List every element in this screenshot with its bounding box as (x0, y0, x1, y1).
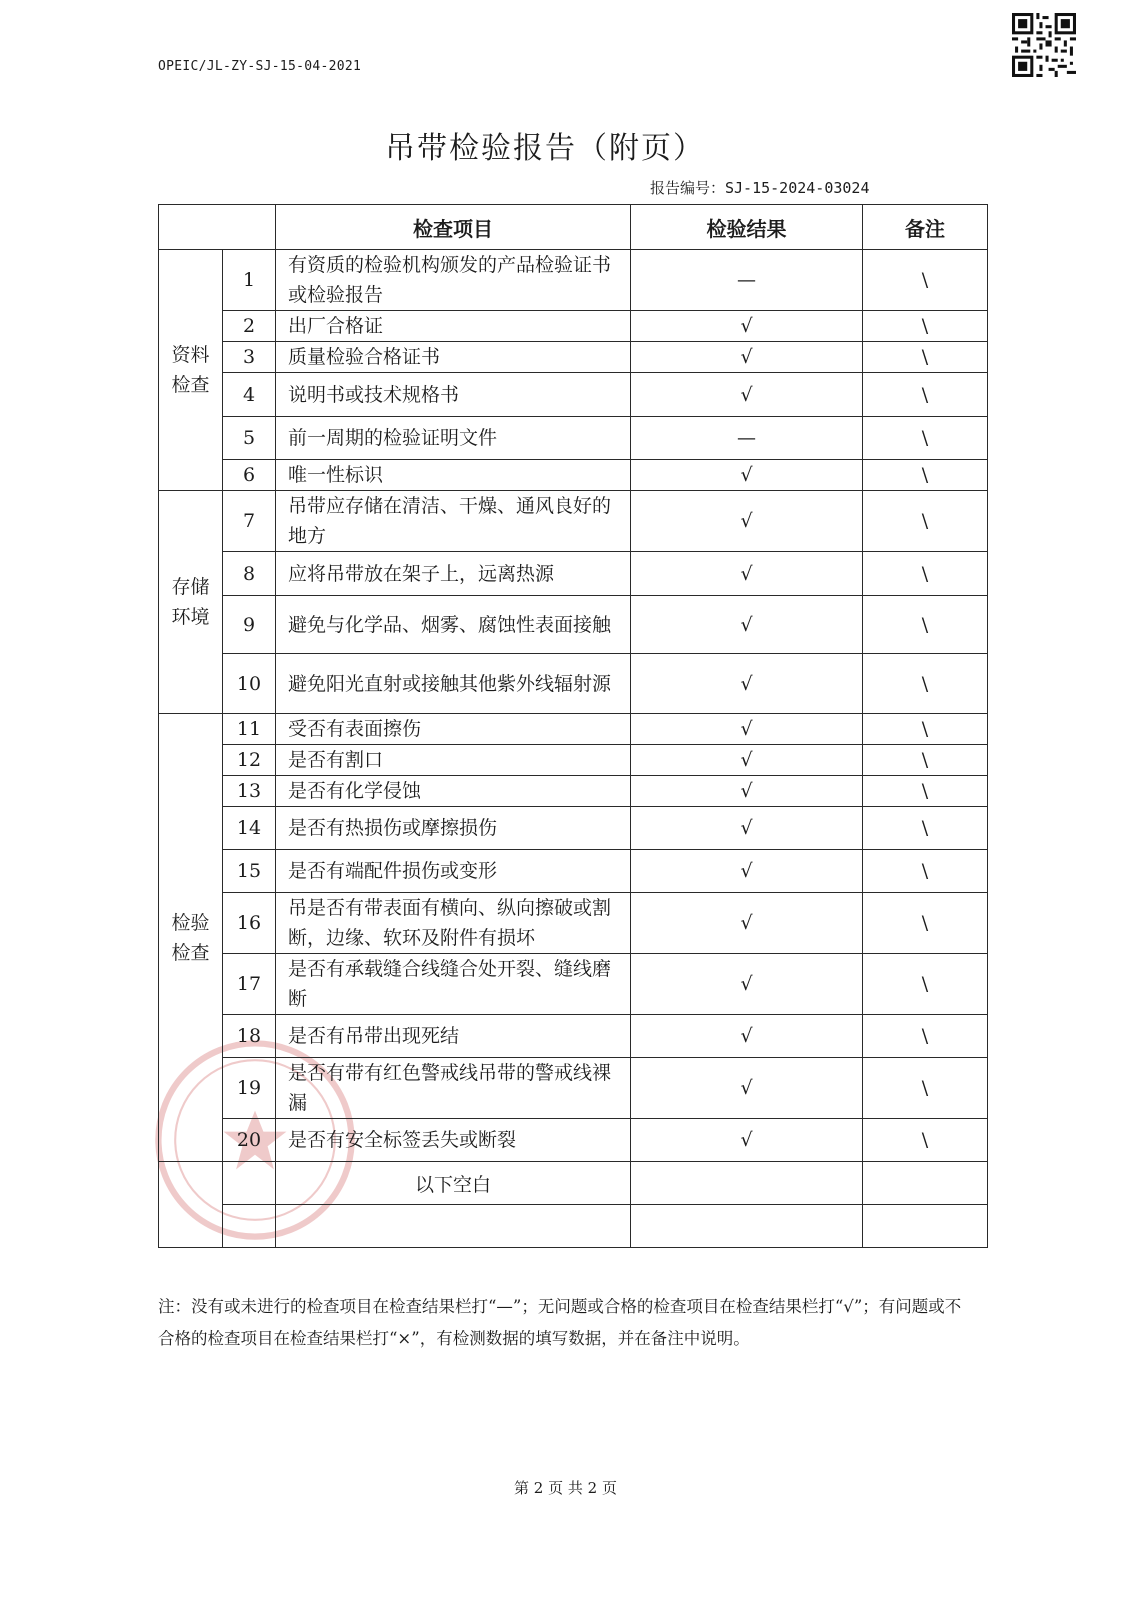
row-number: 18 (223, 1015, 276, 1058)
blank-note-cell (863, 1205, 988, 1248)
row-number: 1 (223, 250, 276, 311)
table-row (159, 491, 988, 552)
row-note: \ (863, 776, 988, 807)
group-label: 检验检查 (159, 714, 223, 1162)
row-note: \ (863, 596, 988, 654)
table-row (159, 807, 988, 850)
row-item: 避免阳光直射或接触其他紫外线辐射源 (276, 654, 631, 714)
row-item: 是否有端配件损伤或变形 (276, 850, 631, 893)
table-row (159, 460, 988, 491)
table-row (159, 714, 988, 745)
row-number: 9 (223, 596, 276, 654)
header-note: 备注 (863, 205, 988, 250)
row-note: \ (863, 954, 988, 1015)
row-result: √ (631, 596, 863, 654)
row-note: \ (863, 373, 988, 417)
row-number: 14 (223, 807, 276, 850)
table-row-blank (159, 1162, 988, 1205)
row-number: 19 (223, 1058, 276, 1119)
table-row (159, 1058, 988, 1119)
row-result: √ (631, 714, 863, 745)
table-row (159, 596, 988, 654)
row-result: √ (631, 460, 863, 491)
table-row (159, 373, 988, 417)
row-note: \ (863, 342, 988, 373)
row-number: 15 (223, 850, 276, 893)
row-number: 17 (223, 954, 276, 1015)
row-item: 是否有热损伤或摩擦损伤 (276, 807, 631, 850)
table-row (159, 1119, 988, 1162)
row-result: √ (631, 1058, 863, 1119)
row-item: 是否有安全标签丢失或断裂 (276, 1119, 631, 1162)
row-item: 出厂合格证 (276, 311, 631, 342)
document-code: OPEIC/JL-ZY-SJ-15-04-2021 (158, 59, 362, 74)
row-item: 吊是否有带表面有横向、纵向擦破或割断，边缘、软环及附件有损坏 (276, 893, 631, 954)
row-note: \ (863, 807, 988, 850)
row-note: \ (863, 417, 988, 460)
table-row (159, 250, 988, 311)
row-number: 2 (223, 311, 276, 342)
row-item: 吊带应存储在清洁、干燥、通风良好的地方 (276, 491, 631, 552)
group-label: 存储环境 (159, 491, 223, 714)
blank-num-cell (223, 1162, 276, 1205)
table-row (159, 417, 988, 460)
group-label: 资料检查 (159, 250, 223, 491)
row-item: 唯一性标识 (276, 460, 631, 491)
row-result: — (631, 417, 863, 460)
blank-note-cell (863, 1162, 988, 1205)
table-row (159, 311, 988, 342)
row-note: \ (863, 745, 988, 776)
row-item: 是否有吊带出现死结 (276, 1015, 631, 1058)
row-number: 10 (223, 654, 276, 714)
row-number: 3 (223, 342, 276, 373)
row-note: \ (863, 1119, 988, 1162)
page-title: 吊带检验报告（附页） (385, 131, 705, 166)
page-number: 第 2 页 共 2 页 (514, 1479, 617, 1497)
row-item: 是否有带有红色警戒线吊带的警戒线裸漏 (276, 1058, 631, 1119)
row-note: \ (863, 714, 988, 745)
row-item: 前一周期的检验证明文件 (276, 417, 631, 460)
row-result: √ (631, 373, 863, 417)
table-row (159, 954, 988, 1015)
row-number: 8 (223, 552, 276, 596)
row-result: — (631, 250, 863, 311)
table-row (159, 893, 988, 954)
row-item: 是否有承载缝合线缝合处开裂、缝线磨断 (276, 954, 631, 1015)
row-note: \ (863, 250, 988, 311)
row-note: \ (863, 311, 988, 342)
table-row (159, 654, 988, 714)
table-row-blank (159, 1205, 988, 1248)
blank-result-cell (631, 1205, 863, 1248)
row-item: 是否有化学侵蚀 (276, 776, 631, 807)
row-number: 7 (223, 491, 276, 552)
row-result: √ (631, 776, 863, 807)
row-result: √ (631, 1015, 863, 1058)
row-result: √ (631, 654, 863, 714)
row-item: 说明书或技术规格书 (276, 373, 631, 417)
inspection-table (158, 204, 988, 1248)
row-result: √ (631, 954, 863, 1015)
row-result: √ (631, 893, 863, 954)
row-note: \ (863, 1015, 988, 1058)
row-item: 避免与化学品、烟雾、腐蚀性表面接触 (276, 596, 631, 654)
row-number: 20 (223, 1119, 276, 1162)
blank-result-cell (631, 1162, 863, 1205)
row-number: 4 (223, 373, 276, 417)
row-item: 受否有表面擦伤 (276, 714, 631, 745)
row-result: √ (631, 850, 863, 893)
row-result: √ (631, 311, 863, 342)
row-note: \ (863, 654, 988, 714)
table-row (159, 745, 988, 776)
row-note: \ (863, 491, 988, 552)
row-result: √ (631, 342, 863, 373)
blank-marker: 以下空白 (276, 1162, 631, 1205)
report-number: 报告编号：SJ-15-2024-03024 (650, 179, 870, 197)
row-note: \ (863, 1058, 988, 1119)
row-number: 12 (223, 745, 276, 776)
table-row (159, 776, 988, 807)
table-header-row (159, 205, 988, 250)
row-result: √ (631, 745, 863, 776)
header-item: 检查项目 (276, 205, 631, 250)
row-number: 11 (223, 714, 276, 745)
blank-item-cell (276, 1205, 631, 1248)
row-result: √ (631, 552, 863, 596)
row-result: √ (631, 807, 863, 850)
table-row (159, 342, 988, 373)
row-item: 是否有割口 (276, 745, 631, 776)
row-result: √ (631, 1119, 863, 1162)
row-result: √ (631, 491, 863, 552)
row-number: 13 (223, 776, 276, 807)
qr-code-icon (1012, 13, 1076, 77)
row-item: 应将吊带放在架子上，远离热源 (276, 552, 631, 596)
row-note: \ (863, 552, 988, 596)
row-note: \ (863, 893, 988, 954)
header-result: 检验结果 (631, 205, 863, 250)
header-blank (159, 205, 276, 250)
row-item: 质量检验合格证书 (276, 342, 631, 373)
blank-group-cell (159, 1162, 223, 1248)
table-row (159, 850, 988, 893)
row-item: 有资质的检验机构颁发的产品检验证书或检验报告 (276, 250, 631, 311)
blank-num-cell (223, 1205, 276, 1248)
footnote: 注：没有或未进行的检查项目在检查结果栏打“—”；无问题或合格的检查项目在检查结果栏打“√”；有问题或不合格的检查项目在检查结果栏打“×”，有检测数据的填写数据，并在备注中说明。 (158, 1297, 962, 1348)
row-note: \ (863, 460, 988, 491)
row-number: 5 (223, 417, 276, 460)
row-number: 16 (223, 893, 276, 954)
row-number: 6 (223, 460, 276, 491)
table-row (159, 1015, 988, 1058)
row-note: \ (863, 850, 988, 893)
table-row (159, 552, 988, 596)
